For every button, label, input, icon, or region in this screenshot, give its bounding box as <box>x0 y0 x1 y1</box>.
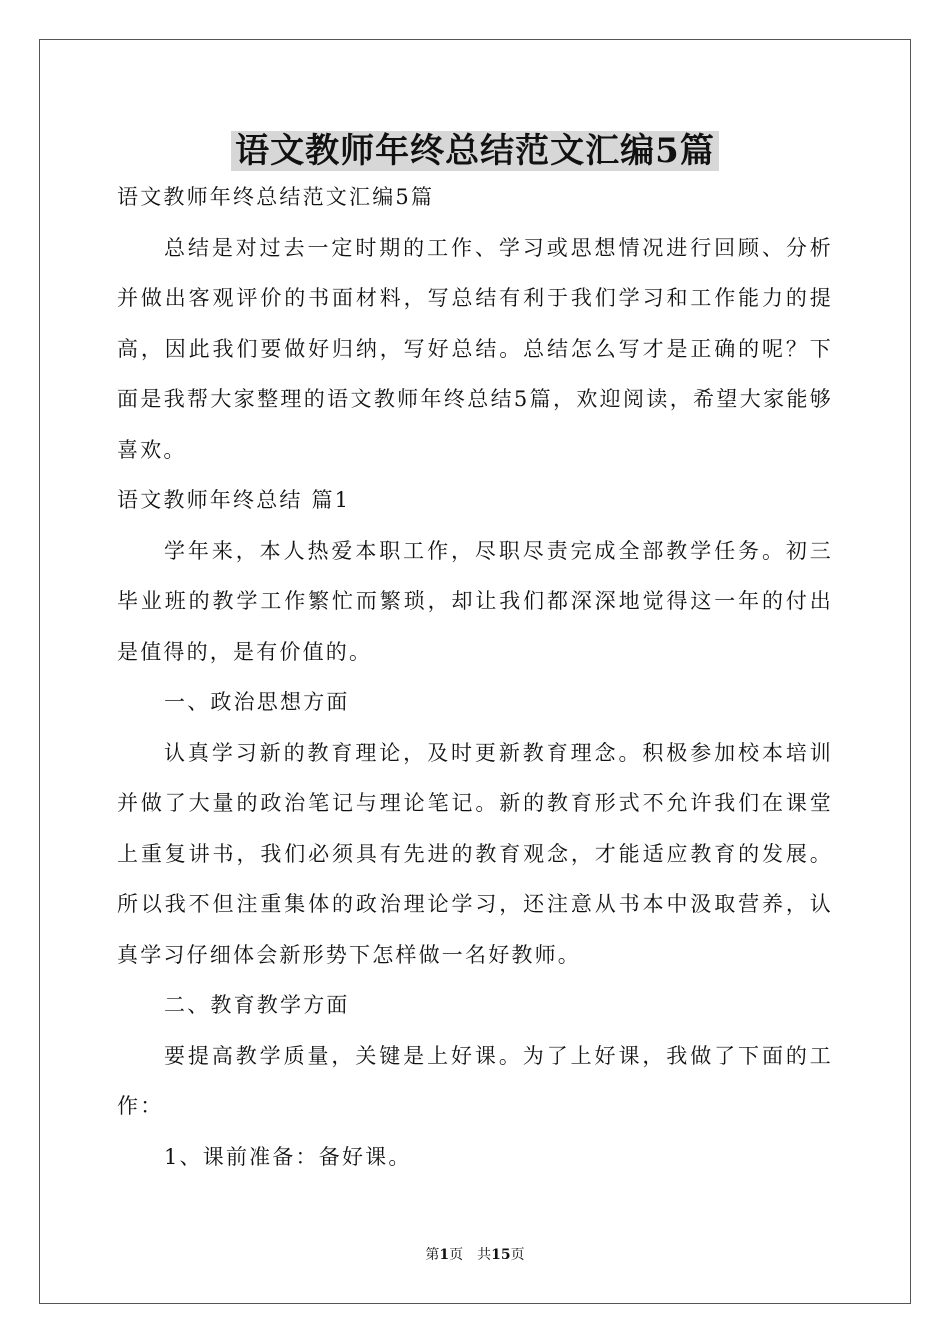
document-body <box>117 172 833 1182</box>
list-item: 1、课前准备：备好课。 <box>164 1144 412 1169</box>
page-mid: 页 共 <box>449 1247 492 1263</box>
subsection-heading: 一、政治思想方面 <box>164 690 350 714</box>
intro-paragraph: 总结是对过去一定时期的工作、学习或思想情况进行回顾、分析并做出客观评价的书面材料，写总结有利于我们学习和工作能力的提高，因此我们要做好归纳，写好总结。总结怎么写才是正确的呢？下面是我帮大家整理的语文教师年终总结5篇，欢迎阅读，希望大家能够喜欢。 <box>117 235 833 462</box>
subsection-heading: 二、教育教学方面 <box>164 993 350 1017</box>
section-heading: 语文教师年终总结 篇1 <box>117 488 351 512</box>
page-prefix: 第 <box>425 1247 440 1263</box>
body-paragraph: 要提高教学质量，关键是上好课。为了上好课，我做了下面的工作： <box>117 1043 833 1118</box>
document-title <box>0 126 950 176</box>
page-footer <box>0 1245 950 1265</box>
document-title-text: 语文教师年终总结范文汇编5篇 <box>231 131 719 171</box>
page-suffix: 页 <box>510 1247 525 1263</box>
total-page-number: 15 <box>491 1247 511 1263</box>
body-paragraph: 学年来，本人热爱本职工作，尽职尽责完成全部教学任务。初三毕业班的教学工作繁忙而繁琐，却让我们都深深地觉得这一年的付出是值得的，是有价值的。 <box>117 538 833 664</box>
current-page-number: 1 <box>439 1247 450 1263</box>
subtitle-paragraph: 语文教师年终总结范文汇编5篇 <box>117 185 435 209</box>
body-paragraph: 认真学习新的教育理论，及时更新教育理念。积极参加校本培训并做了大量的政治笔记与理论笔记。新的教育形式不允许我们在课堂上重复讲书，我们必须具有先进的教育观念，才能适应教育的发展。所以我不但注重集体的政治理论学习，还注意从书本中汲取营养，认真学习仔细体会新形势下怎样做一名好教师。 <box>117 740 833 967</box>
